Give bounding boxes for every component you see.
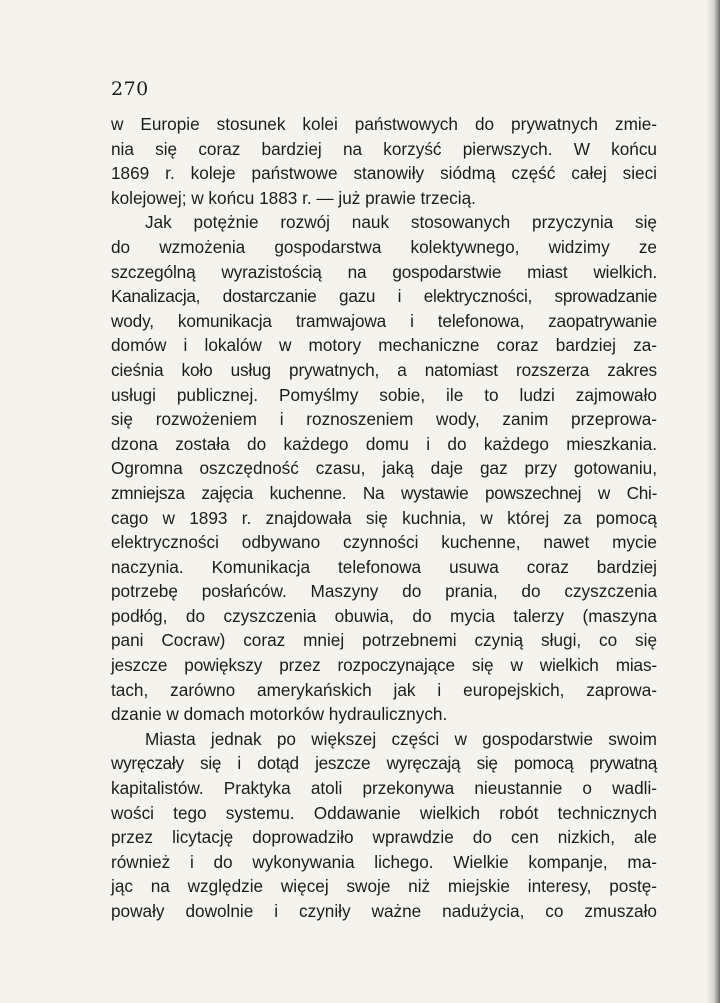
text-line: szczególną wyrazistością na gospodarstwie miast wielkich. (111, 261, 657, 282)
text-line: tach, zarówno amerykańskich jak i europejskich, zaprowa- (111, 679, 657, 700)
text-line: Miasta jednak po większej części w gospodarstwie swoim (145, 728, 657, 749)
text-line: Jak potężnie rozwój nauk stosowanych przyczynia się (145, 212, 657, 233)
text-line: dzona została do każdego domu i do każdego mieszkania. (111, 433, 657, 454)
text-line: pani Cocraw) coraz mniej potrzebnemi czynią sługi, co się (111, 630, 657, 651)
text-line: Kanalizacja, dostarczanie gazu i elektryczności, sprowadzanie (111, 286, 657, 307)
text-line: dzanie w domach motorków hydraulicznych. (111, 704, 448, 725)
text-line: wości tego systemu. Oddawanie wielkich robót technicznych (111, 802, 657, 823)
text-line: domów i lokalów w motory mechaniczne coraz bardziej za- (111, 335, 657, 356)
text-line: wody, komunikacja tramwajowa i telefonowa, zaopatrywanie (111, 310, 657, 331)
text-line: elektryczności odbywano czynności kuchenne, nawet mycie (111, 532, 657, 553)
text-line: się rozwożeniem i roznoszeniem wody, zanim przeprowa- (111, 409, 657, 430)
text-line: w Europie stosunek kolei państwowych do prywatnych zmie- (111, 114, 657, 134)
text-line: przez licytację doprowadziło wprawdzie do cen nizkich, ale (111, 827, 657, 848)
page-edge-shadow (706, 0, 720, 1003)
text-line: cieśnia koło usług prywatnych, a natomiast rozszerza zakres (111, 359, 657, 380)
text-line: również i do wykonywania lichego. Wielkie kompanje, ma- (111, 851, 657, 872)
text-line: potrzebę posłańców. Maszyny do prania, do czyszczenia (111, 581, 657, 602)
text-line: Ogromna oszczędność czasu, jaką daje gaz przy gotowaniu, (111, 458, 657, 479)
text-line: jąc na względzie więcej swoje niż miejskie interesy, postę- (111, 876, 657, 897)
text-line: zmniejsza zajęcia kuchenne. Na wystawie powszechnej w Chi- (111, 482, 657, 503)
text-line: kolejowej; w końcu 1883 r. — już prawie trzecią. (111, 187, 476, 208)
text-line: usługi publicznej. Pomyślmy sobie, ile to ludzi zajmowało (111, 384, 657, 405)
text-line: jeszcze powiększy przez rozpoczynające się w wielkich mias- (111, 655, 657, 676)
text-line: cago w 1893 r. znajdowała się kuchnia, w której za pomocą (111, 507, 657, 528)
text-line: kapitalistów. Praktyka atoli przekonywa nieustannie o wadli- (111, 778, 657, 799)
text-line: do wzmożenia gospodarstwa kolektywnego, widzimy ze (111, 236, 657, 257)
text-line: 1869 r. koleje państwowe stanowiły siódmą część całej sieci (111, 163, 657, 184)
text-line: nia się coraz bardziej na korzyść pierwszych. W końcu (111, 138, 657, 159)
body-text (111, 112, 657, 924)
page-number: 270 (111, 78, 149, 100)
text-line: naczynia. Komunikacja telefonowa usuwa coraz bardziej (111, 556, 657, 577)
text-line: wyręczały się i dotąd jeszcze wyręczają się pomocą prywatną (111, 753, 657, 774)
text-line: powały dowolnie i czyniły ważne nadużycia, co zmuszało (111, 901, 657, 921)
text-line: podłóg, do czyszczenia obuwia, do mycia talerzy (maszyna (111, 605, 657, 626)
